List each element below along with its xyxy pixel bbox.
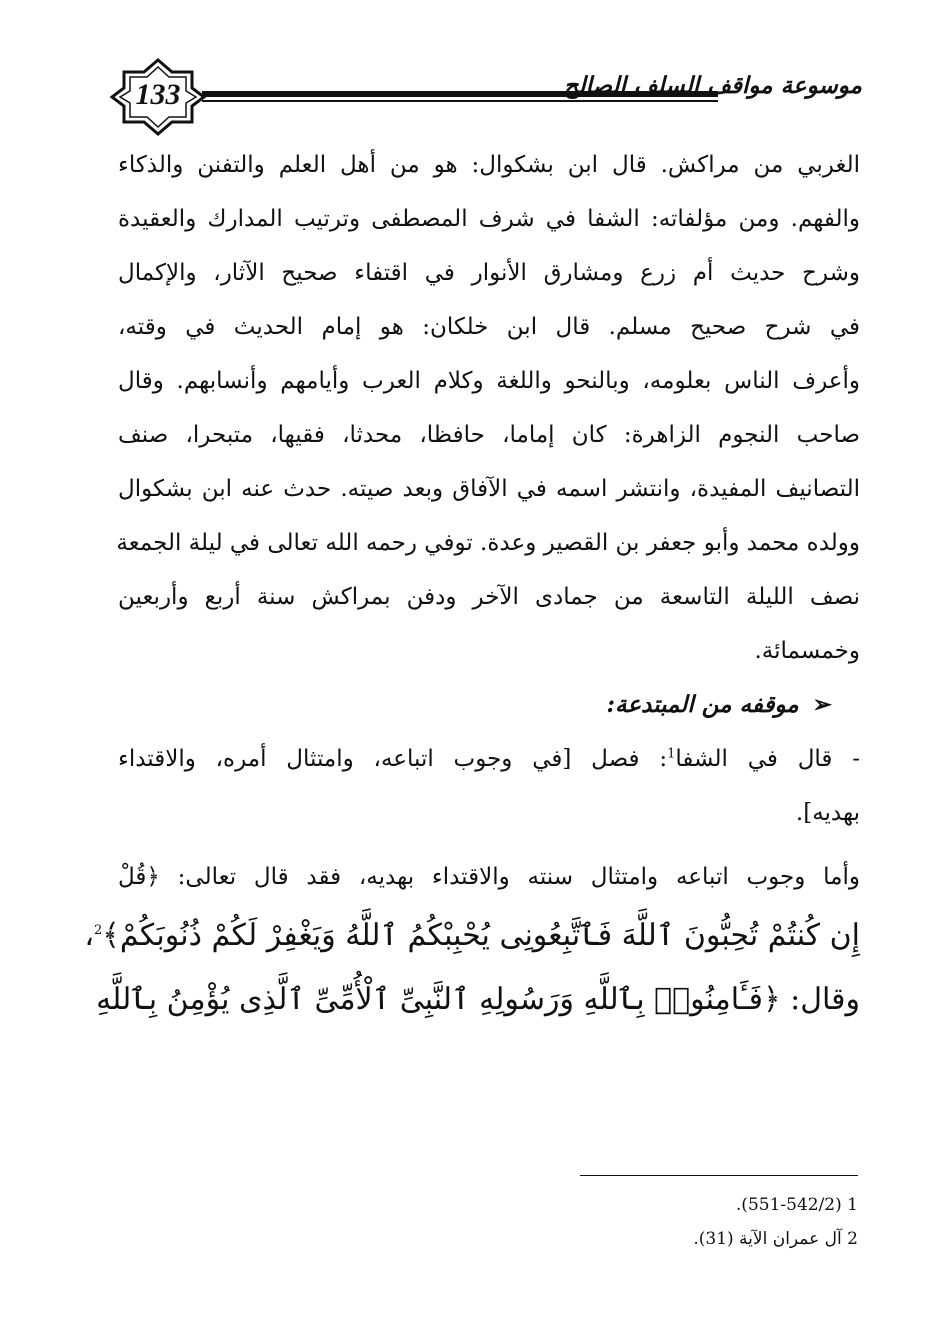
arrow-bullet-icon: ➢ [812, 691, 832, 718]
body-line: نصف الليلة التاسعة من جمادى الآخر ودفن بمراكش سنة أربع وأربعين [118, 584, 860, 610]
body-line: وأما وجوب اتباعه وامتثال سنته والاقتداء بهديه، فقد قال تعالى: ﴿قُلْ [118, 864, 860, 890]
body-line: وولده محمد وأبو جعفر بن القصير وعدة. توفي رحمه الله تعالى في ليلة الجمعة [116, 530, 860, 556]
footnote: 1 (551-542/2). [735, 1195, 858, 1215]
section-heading [118, 678, 860, 732]
body-line: التصانيف المفيدة، وانتشر اسمه في الآفاق وبعد صيته. حدث عنه ابن بشكوال [118, 476, 860, 502]
footnote-rule [580, 1175, 858, 1176]
body-line: وأعرف الناس بعلومه، وبالنحو واللغة وكلام العرب وأيامهم وأنسابهم. وقال [118, 368, 860, 394]
page-number: 133 [135, 78, 181, 111]
quran-verse-line: إِن كُنتُمْ تُحِبُّونَ ٱللَّهَ فَٱتَّبِعُونِى يُحْبِبْكُمُ ٱللَّهُ وَيَغْفِرْ لَكُمْ ذُنُوبَكُمْ﴾$^2$، [84, 918, 860, 953]
section-heading-text: موقفه من المبتدعة: [606, 691, 799, 718]
body-line: بهديه]. [795, 800, 860, 826]
body-line: - قال في الشفا$^1$: فصل [في وجوب اتباعه، وامتثال أمره، والاقتداء [118, 746, 860, 772]
body-line: وشرح حديث أم زرع ومشارق الأنوار في اقتفاء صحيح الآثار، والإكمال [118, 260, 860, 286]
quran-verse-line: وقال: ﴿فَـَٔامِنُوا۟ بِٱللَّهِ وَرَسُولِهِ ٱلنَّبِىِّ ٱلْأُمِّىِّ ٱلَّذِى يُؤْمِنُ بِٱللَّهِ [96, 982, 860, 1017]
body-line: صاحب النجوم الزاهرة: كان إماما، حافظا، محدثا، فقيها، متبحرا، صنف [118, 422, 860, 448]
body-line: في شرح صحيح مسلم. قال ابن خلكان: هو إمام الحديث في وقته، [118, 314, 860, 340]
series-title: موسوعة مواقف السلف الصالح [563, 72, 862, 99]
page-number-badge [110, 58, 206, 136]
body-line: وخمسمائة. [754, 638, 860, 664]
page-header [110, 58, 862, 136]
footnote-ref: 2 [94, 923, 103, 938]
footnote-ref: 1 [667, 746, 676, 762]
footnotes [500, 1188, 858, 1256]
footnote: 2 آل عمران الآية (31). [693, 1229, 858, 1249]
body-line: والفهم. ومن مؤلفاته: الشفا في شرف المصطفى وترتيب المدارك والعقيدة [118, 206, 860, 232]
page-body [84, 138, 860, 1032]
body-line: الغربي من مراكش. قال ابن بشكوال: هو من أهل العلم والتفنن والذكاء [118, 152, 860, 178]
